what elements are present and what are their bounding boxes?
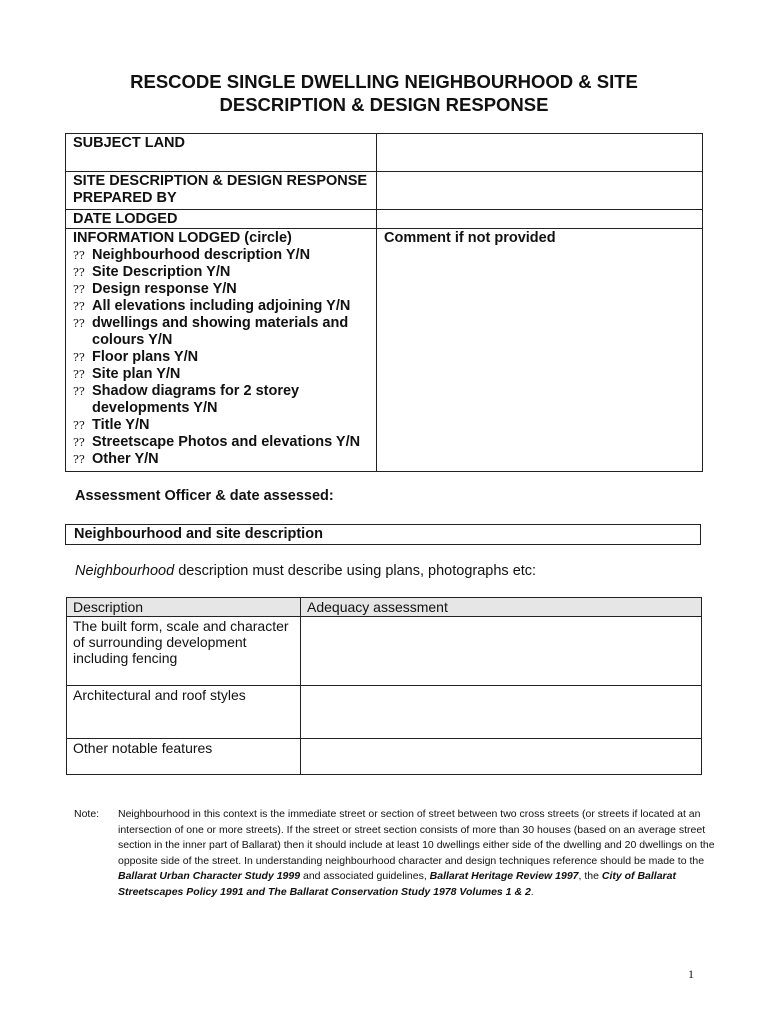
information-lodged-item-text: Other Y/N bbox=[92, 451, 159, 467]
information-lodged-item-text: Title Y/N bbox=[92, 417, 150, 433]
note-reference: Ballarat Urban Character Study 1999 bbox=[118, 870, 301, 882]
description-header: Description bbox=[67, 598, 301, 617]
page-number: 1 bbox=[688, 967, 694, 981]
note-reference: Ballarat Heritage Review 1997 bbox=[429, 870, 579, 882]
subject-land-field[interactable] bbox=[377, 134, 703, 172]
information-lodged-list bbox=[73, 247, 370, 468]
information-lodged-item[interactable] bbox=[73, 315, 370, 349]
information-lodged-item-text: Streetscape Photos and elevations Y/N bbox=[92, 434, 361, 450]
adequacy-assessment-table bbox=[66, 597, 702, 775]
information-lodged-item-text: Neighbourhood description Y/N bbox=[92, 247, 311, 263]
prepared-by-label: SITE DESCRIPTION & DESIGN RESPONSE PREPARED BY bbox=[66, 172, 377, 210]
intro-text bbox=[75, 563, 536, 579]
table-row bbox=[67, 739, 702, 775]
row-description: The built form, scale and character of surrounding development including fencing bbox=[67, 617, 301, 686]
row-assessment-field[interactable] bbox=[301, 686, 702, 739]
note-text-part: , the bbox=[578, 870, 602, 882]
adequacy-header: Adequacy assessment bbox=[301, 598, 702, 617]
subject-land-label: SUBJECT LAND bbox=[66, 134, 377, 172]
table-row bbox=[67, 686, 702, 739]
information-lodged-item[interactable] bbox=[73, 264, 370, 281]
bullet-glyph: ?? bbox=[73, 351, 85, 364]
note-label: Note: bbox=[74, 808, 100, 820]
title-line-1: RESCODE SINGLE DWELLING NEIGHBOURHOOD & SITE bbox=[130, 71, 638, 92]
information-lodged-item[interactable] bbox=[73, 298, 370, 315]
information-lodged-item-text: Floor plans Y/N bbox=[92, 349, 199, 365]
note-text-part: . bbox=[530, 885, 534, 898]
information-lodged-item-text: Site plan Y/N bbox=[92, 366, 181, 382]
application-details-table bbox=[65, 133, 703, 472]
bullet-glyph: ?? bbox=[73, 300, 85, 313]
row-assessment-field[interactable] bbox=[301, 617, 702, 686]
bullet-glyph: ?? bbox=[73, 317, 85, 330]
bullet-glyph: ?? bbox=[73, 419, 85, 432]
information-lodged-item-text: Shadow diagrams for 2 storey developments Y/N bbox=[92, 383, 300, 416]
table-row bbox=[67, 617, 702, 686]
row-description: Architectural and roof styles bbox=[67, 686, 301, 739]
intro-rest: description must describe using plans, photographs etc: bbox=[174, 563, 537, 579]
information-lodged-heading: INFORMATION LODGED (circle) bbox=[73, 230, 292, 246]
information-lodged-item-text: Design response Y/N bbox=[92, 281, 237, 297]
comment-cell[interactable] bbox=[377, 229, 703, 472]
information-lodged-item[interactable] bbox=[73, 451, 370, 468]
note-text-part: Neighbourhood in this context is the immediate street or section of street between two cross streets (or streets if located at an intersection of one or more streets). If the street or street section consists of more than 30 houses (based on an average street section in the inner part of Ballarat) then it should include at least 10 dwellings either side of the dwelling and 20 dwellings on the opposite side of the street. In understanding neighbourhood character and design techniques reference should be made to the bbox=[118, 808, 715, 867]
information-lodged-item[interactable] bbox=[73, 383, 370, 417]
date-lodged-field[interactable] bbox=[377, 210, 703, 229]
information-lodged-item[interactable] bbox=[73, 417, 370, 434]
information-lodged-item[interactable] bbox=[73, 247, 370, 264]
information-lodged-cell bbox=[66, 229, 377, 472]
document-title bbox=[0, 70, 768, 116]
note-text bbox=[118, 807, 728, 900]
section-heading: Neighbourhood and site description bbox=[74, 526, 323, 542]
prepared-by-field[interactable] bbox=[377, 172, 703, 210]
information-lodged-item-text: dwellings and showing materials and colours Y/N bbox=[92, 315, 349, 348]
information-lodged-item[interactable] bbox=[73, 349, 370, 366]
date-lodged-label: DATE LODGED bbox=[66, 210, 377, 229]
section-heading-box bbox=[65, 524, 701, 545]
information-lodged-item[interactable] bbox=[73, 281, 370, 298]
row-assessment-field[interactable] bbox=[301, 739, 702, 775]
row-description: Other notable features bbox=[67, 739, 301, 775]
information-lodged-item[interactable] bbox=[73, 366, 370, 383]
assessment-officer-label: Assessment Officer & date assessed: bbox=[75, 488, 334, 504]
bullet-glyph: ?? bbox=[73, 436, 85, 449]
title-line-2: DESCRIPTION & DESIGN RESPONSE bbox=[219, 94, 549, 115]
information-lodged-item-text: All elevations including adjoining Y/N bbox=[92, 298, 351, 314]
bullet-glyph: ?? bbox=[73, 385, 85, 398]
note-reference: City of Ballarat Streetscapes Policy 1991 and The Ballarat Conservation Study 1978 Volumes 1 & 2 bbox=[118, 870, 676, 898]
information-lodged-item-text: Site Description Y/N bbox=[92, 264, 231, 280]
comment-label: Comment if not provided bbox=[384, 230, 556, 246]
bullet-glyph: ?? bbox=[73, 368, 85, 381]
intro-italic: Neighbourhood bbox=[75, 563, 175, 579]
bullet-glyph: ?? bbox=[73, 266, 85, 279]
bullet-glyph: ?? bbox=[73, 249, 85, 262]
note-text-part: and associated guidelines, bbox=[300, 870, 430, 882]
bullet-glyph: ?? bbox=[73, 283, 85, 296]
bullet-glyph: ?? bbox=[73, 453, 85, 466]
information-lodged-item[interactable] bbox=[73, 434, 370, 451]
